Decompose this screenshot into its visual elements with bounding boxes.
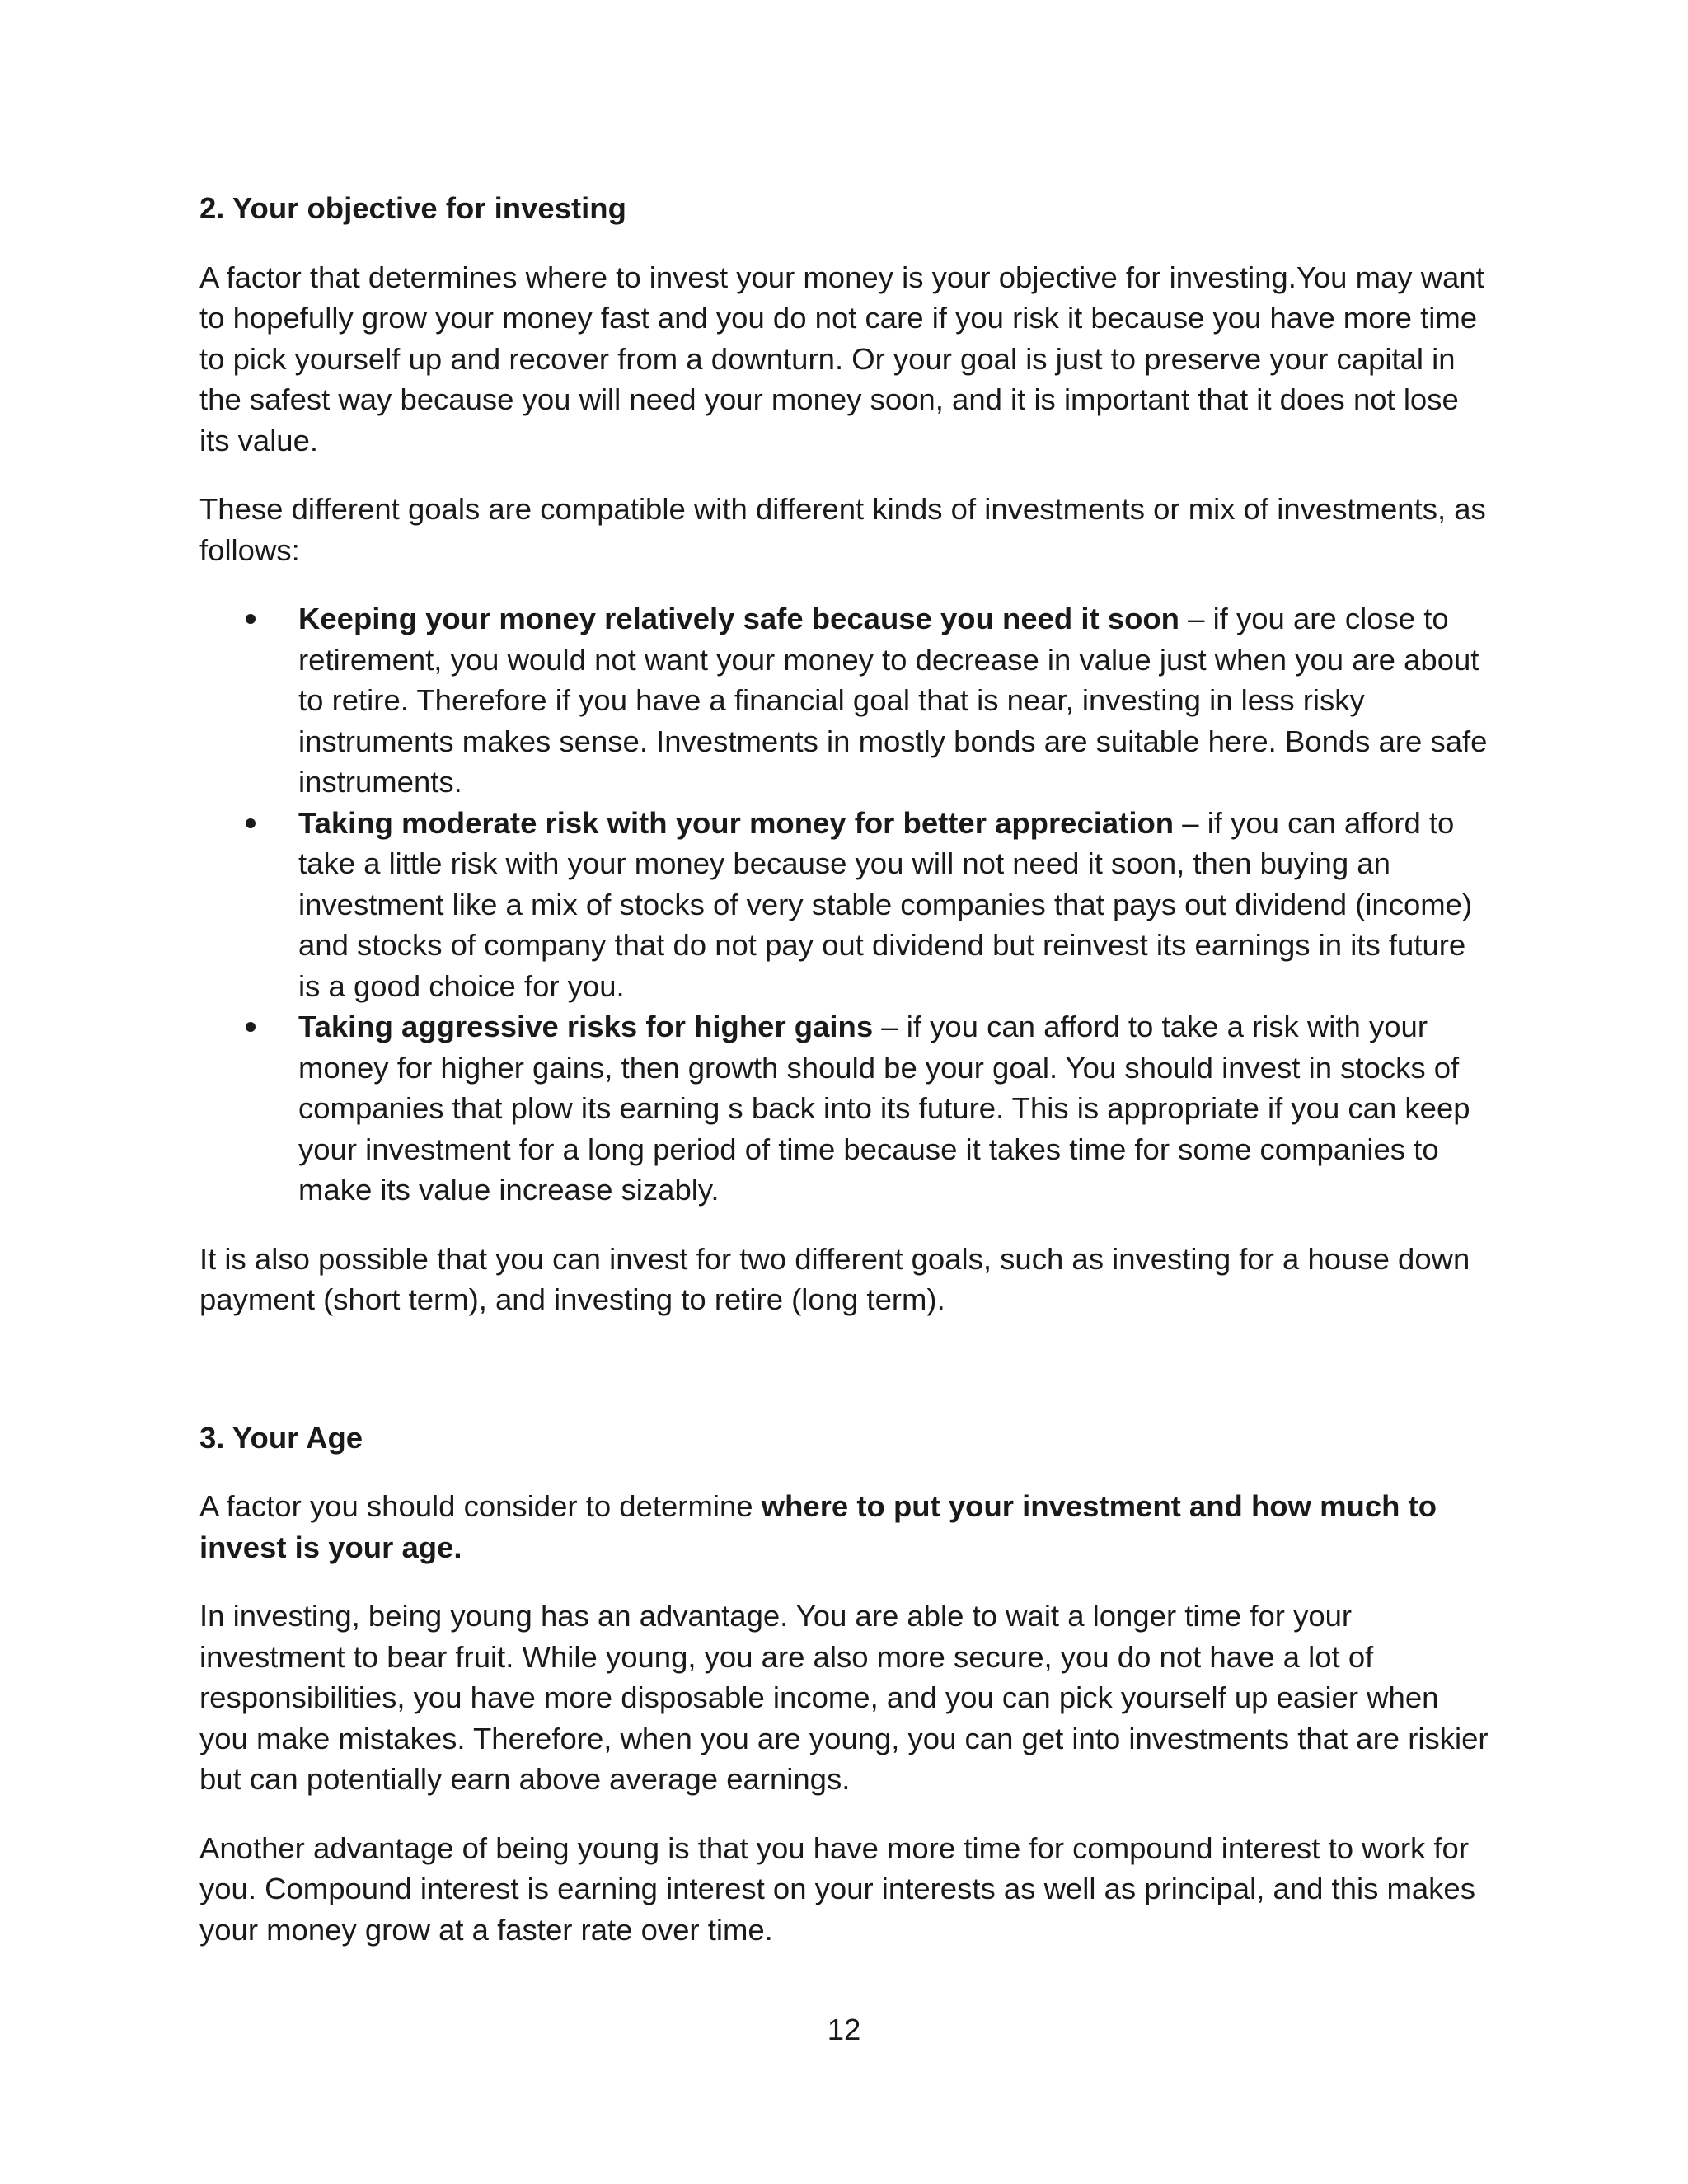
list-item: [199, 1006, 1495, 1211]
page-number: 12: [827, 2013, 861, 2046]
list-item: [199, 803, 1495, 1007]
bullet-text: – if you can afford to take a little risk with your money because you will not need it soon, then buying an investment like a mix of stocks of very stable companies that pays out dividend (income) and stocks of company that do not pay out dividend but reinvest its earnings in its future is a good choice for you.: [298, 805, 1473, 1003]
bullet-bold-text: Keeping your money relatively safe because you need it soon: [298, 602, 1179, 635]
bullet-icon: [246, 1022, 256, 1032]
paragraph-young-advantage: In investing, being young has an advantage. You are able to wait a longer time for your investment to bear fruit. While young, you are also more secure, you do not have a lot of responsibilities, you have more disposable income, and you can pick yourself up easier when you make mistakes. Therefore, when you are young, you can get into investments that are riskier but can potentially earn above average earnings.: [199, 1599, 1489, 1796]
goals-bullet-list: [199, 598, 1495, 1211]
paragraph-compound-interest: Another advantage of being young is that you have more time for compound interest to work for you. Compound interest is earning interest on your interests as well as principal, and this makes your money grow at a faster rate over time.: [199, 1830, 1475, 1947]
bullet-icon: [246, 614, 256, 624]
list-item: [199, 598, 1495, 803]
section-spacer: [199, 1348, 1495, 1418]
paragraph-objective-intro: A factor that determines where to invest your money is your objective for investing.You may want to hopefully grow your money fast and you do not care if you risk it because you have more time to pick yourself up and recover from a downturn. Or your goal is just to preserve your capital in the safest way because you will need your money soon, and it is important that it does not lose its value.: [199, 260, 1484, 457]
bullet-bold-text: Taking aggressive risks for higher gains: [298, 1010, 874, 1043]
bullet-text: – if you can afford to take a risk with your money for higher gains, then growth should be your goal. You should invest in stocks of companies that plow its earning s back into its future. This is appropriate if you can keep your investment for a long period of time because it takes time for some companies to make its value increase sizably.: [298, 1010, 1470, 1207]
paragraph-two-goals: It is also possible that you can invest for two different goals, such as investing for a house down payment (short term), and investing to retire (long term).: [199, 1241, 1470, 1316]
section-heading-age: 3. Your Age: [199, 1420, 363, 1455]
age-factor-bold: where to put your investment and how much to invest is your age.: [199, 1489, 1437, 1564]
section-heading-objective: 2. Your objective for investing: [199, 191, 626, 225]
bullet-text: – if you are close to retirement, you would not want your money to decrease in value just when you are about to retire. Therefore if you have a financial goal that is near, investing in less risky instruments makes sense. Investments in mostly bonds are suitable here. Bonds are safe instruments.: [298, 602, 1488, 799]
paragraph-age-factor: [199, 1486, 1495, 1568]
paragraph-goals-compatible: These different goals are compatible with different kinds of investments or mix of investments, as follows:: [199, 492, 1486, 567]
page-content: [199, 188, 1495, 1978]
bullet-bold-text: Taking moderate risk with your money for better appreciation: [298, 805, 1175, 840]
bullet-icon: [246, 818, 256, 828]
age-factor-prefix: A factor you should consider to determine: [199, 1489, 762, 1523]
